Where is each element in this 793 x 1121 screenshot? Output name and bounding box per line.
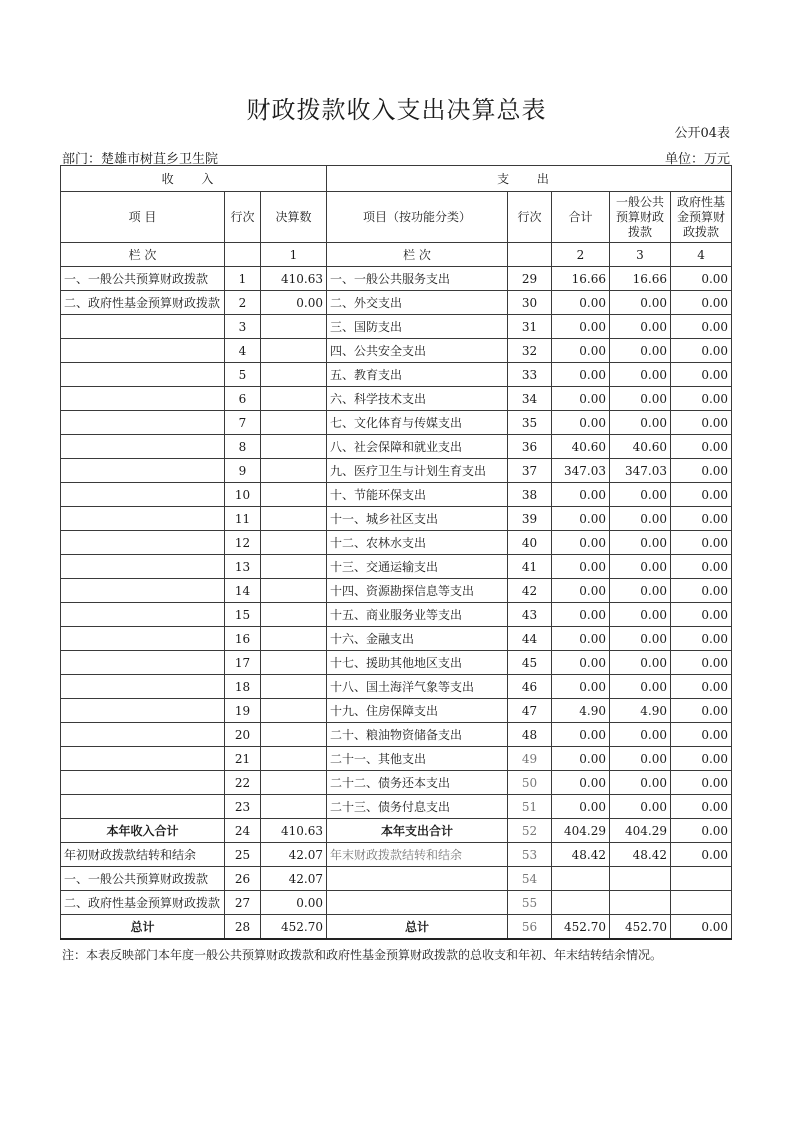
expense-item: 二十三、债务付息支出	[327, 795, 508, 819]
gov-fund-amount: 0.00	[671, 459, 732, 483]
column-number-row	[61, 243, 732, 267]
expense-total: 0.00	[552, 531, 610, 555]
income-amount: 410.63	[261, 267, 327, 291]
expense-lanci-label: 栏 次	[327, 243, 508, 267]
expense-row-no: 46	[508, 675, 552, 699]
gov-fund-amount: 0.00	[671, 699, 732, 723]
expense-row-no: 43	[508, 603, 552, 627]
income-item: 二、政府性基金预算财政拨款	[61, 891, 225, 915]
gov-fund-amount: 0.00	[671, 915, 732, 940]
income-amount	[261, 555, 327, 579]
income-item	[61, 627, 225, 651]
expense-item: 十、节能环保支出	[327, 483, 508, 507]
income-amount	[261, 411, 327, 435]
income-amount	[261, 579, 327, 603]
income-row-no: 13	[225, 555, 261, 579]
income-amount	[261, 699, 327, 723]
table-row	[61, 675, 732, 699]
expense-total: 0.00	[552, 771, 610, 795]
expense-total	[552, 891, 610, 915]
expense-total: 0.00	[552, 411, 610, 435]
income-row-no: 21	[225, 747, 261, 771]
income-item	[61, 579, 225, 603]
expense-item: 十九、住房保障支出	[327, 699, 508, 723]
income-item	[61, 795, 225, 819]
budget-table	[60, 165, 732, 940]
table-row	[61, 315, 732, 339]
general-budget-amount: 0.00	[610, 363, 671, 387]
gov-fund-amount: 0.00	[671, 291, 732, 315]
income-item	[61, 531, 225, 555]
income-row-no: 11	[225, 507, 261, 531]
income-amount	[261, 795, 327, 819]
table-row	[61, 603, 732, 627]
income-item	[61, 771, 225, 795]
expense-item: 九、医疗卫生与计划生育支出	[327, 459, 508, 483]
table-row	[61, 483, 732, 507]
income-row-no: 20	[225, 723, 261, 747]
expense-item: 十四、资源勘探信息等支出	[327, 579, 508, 603]
expense-total: 452.70	[552, 915, 610, 940]
expense-item: 五、教育支出	[327, 363, 508, 387]
gov-fund-amount: 0.00	[671, 507, 732, 531]
income-item	[61, 435, 225, 459]
table-row	[61, 291, 732, 315]
expense-row-no: 32	[508, 339, 552, 363]
expense-item: 二十一、其他支出	[327, 747, 508, 771]
table-row	[61, 579, 732, 603]
gov-fund-amount: 0.00	[671, 795, 732, 819]
col3-number: 3	[610, 243, 671, 267]
income-row-no: 7	[225, 411, 261, 435]
gov-fund-amount: 0.00	[671, 267, 732, 291]
expense-total: 0.00	[552, 795, 610, 819]
total-header: 合计	[552, 192, 610, 243]
general-budget-amount: 40.60	[610, 435, 671, 459]
expense-item: 十五、商业服务业等支出	[327, 603, 508, 627]
gov-fund-amount: 0.00	[671, 435, 732, 459]
income-amount	[261, 435, 327, 459]
final-amount-header: 决算数	[261, 192, 327, 243]
gov-fund-amount: 0.00	[671, 723, 732, 747]
expense-row-no: 39	[508, 507, 552, 531]
general-budget-amount: 0.00	[610, 771, 671, 795]
income-row-no-header: 行次	[225, 192, 261, 243]
expense-item: 六、科学技术支出	[327, 387, 508, 411]
gov-fund-amount: 0.00	[671, 843, 732, 867]
income-amount	[261, 339, 327, 363]
income-item: 一、一般公共预算财政拨款	[61, 267, 225, 291]
table-row	[61, 267, 732, 291]
gov-fund-amount: 0.00	[671, 387, 732, 411]
income-lanci-label: 栏 次	[61, 243, 225, 267]
expense-total: 347.03	[552, 459, 610, 483]
expense-total: 0.00	[552, 363, 610, 387]
table-row	[61, 459, 732, 483]
expense-item: 十一、城乡社区支出	[327, 507, 508, 531]
table-row	[61, 723, 732, 747]
income-row-no: 17	[225, 651, 261, 675]
income-item	[61, 699, 225, 723]
gov-fund-amount	[671, 891, 732, 915]
income-row-no: 15	[225, 603, 261, 627]
income-item: 本年收入合计	[61, 819, 225, 843]
gov-fund-amount	[671, 867, 732, 891]
expense-total: 0.00	[552, 339, 610, 363]
table-row	[61, 555, 732, 579]
expense-row-no: 34	[508, 387, 552, 411]
income-item: 总计	[61, 915, 225, 940]
general-budget-amount: 0.00	[610, 411, 671, 435]
department-label: 部门：楚雄市树苴乡卫生院	[62, 152, 219, 167]
table-row	[61, 507, 732, 531]
gov-fund-amount: 0.00	[671, 555, 732, 579]
carryover-row	[61, 867, 732, 891]
general-budget-amount: 0.00	[610, 651, 671, 675]
income-amount	[261, 459, 327, 483]
income-amount	[261, 483, 327, 507]
general-budget-amount: 0.00	[610, 315, 671, 339]
general-budget-amount: 0.00	[610, 387, 671, 411]
gov-fund-amount: 0.00	[671, 483, 732, 507]
expense-item: 三、国防支出	[327, 315, 508, 339]
general-budget-amount: 0.00	[610, 723, 671, 747]
carryover-row	[61, 891, 732, 915]
income-item	[61, 603, 225, 627]
expense-section-header: 支 出	[327, 166, 732, 192]
income-row-no: 4	[225, 339, 261, 363]
expense-item: 十七、援助其他地区支出	[327, 651, 508, 675]
income-item	[61, 483, 225, 507]
income-row-no: 1	[225, 267, 261, 291]
general-budget-amount: 0.00	[610, 483, 671, 507]
income-amount: 0.00	[261, 291, 327, 315]
col4-number: 4	[671, 243, 732, 267]
general-budget-amount: 0.00	[610, 507, 671, 531]
expense-item: 年末财政拨款结转和结余	[327, 843, 508, 867]
income-item	[61, 747, 225, 771]
expense-total: 0.00	[552, 651, 610, 675]
expense-total: 0.00	[552, 747, 610, 771]
expense-row-no: 54	[508, 867, 552, 891]
expense-total: 0.00	[552, 507, 610, 531]
expense-total: 0.00	[552, 387, 610, 411]
expense-item: 二十二、债务还本支出	[327, 771, 508, 795]
income-row-no: 8	[225, 435, 261, 459]
expense-row-no-header: 行次	[508, 192, 552, 243]
expense-item: 二、外交支出	[327, 291, 508, 315]
income-amount: 452.70	[261, 915, 327, 940]
general-budget-amount: 347.03	[610, 459, 671, 483]
expense-row-no: 35	[508, 411, 552, 435]
expense-total: 0.00	[552, 627, 610, 651]
expense-row-no: 51	[508, 795, 552, 819]
income-row-no: 26	[225, 867, 261, 891]
income-amount	[261, 363, 327, 387]
table-row	[61, 651, 732, 675]
income-amount	[261, 675, 327, 699]
income-item	[61, 315, 225, 339]
table-row	[61, 387, 732, 411]
income-row-no: 19	[225, 699, 261, 723]
income-item	[61, 723, 225, 747]
expense-item: 四、公共安全支出	[327, 339, 508, 363]
expense-row-no: 37	[508, 459, 552, 483]
income-amount	[261, 531, 327, 555]
expense-row-no: 41	[508, 555, 552, 579]
income-row-no: 24	[225, 819, 261, 843]
income-row-no: 27	[225, 891, 261, 915]
footnote: 注：本表反映部门本年度一般公共预算财政拨款和政府性基金预算财政拨款的总收支和年初、年末结转结余情况。	[62, 948, 663, 962]
table-row	[61, 363, 732, 387]
income-item: 二、政府性基金预算财政拨款	[61, 291, 225, 315]
income-item-header: 项 目	[61, 192, 225, 243]
income-amount	[261, 603, 327, 627]
table-row	[61, 531, 732, 555]
expense-row-no: 55	[508, 891, 552, 915]
expense-row-no: 33	[508, 363, 552, 387]
income-amount	[261, 771, 327, 795]
expense-total: 0.00	[552, 675, 610, 699]
general-budget-amount: 0.00	[610, 795, 671, 819]
income-section-header: 收 入	[61, 166, 327, 192]
expense-item: 本年支出合计	[327, 819, 508, 843]
expense-row-no: 52	[508, 819, 552, 843]
expense-row-no: 31	[508, 315, 552, 339]
income-row-no: 28	[225, 915, 261, 940]
income-amount: 42.07	[261, 867, 327, 891]
year-total-row	[61, 819, 732, 843]
expense-item: 一、一般公共服务支出	[327, 267, 508, 291]
expense-total: 0.00	[552, 291, 610, 315]
expense-row-no: 30	[508, 291, 552, 315]
expense-item: 七、文化体育与传媒支出	[327, 411, 508, 435]
income-item	[61, 555, 225, 579]
expense-total: 48.42	[552, 843, 610, 867]
expense-row-no: 56	[508, 915, 552, 940]
expense-item: 八、社会保障和就业支出	[327, 435, 508, 459]
gov-fund-amount: 0.00	[671, 819, 732, 843]
income-amount	[261, 651, 327, 675]
general-budget-amount: 0.00	[610, 339, 671, 363]
gov-fund-amount: 0.00	[671, 747, 732, 771]
income-row-no: 2	[225, 291, 261, 315]
general-budget-amount: 452.70	[610, 915, 671, 940]
income-row-no: 23	[225, 795, 261, 819]
gov-fund-amount: 0.00	[671, 579, 732, 603]
table-row	[61, 411, 732, 435]
general-budget-amount: 4.90	[610, 699, 671, 723]
expense-row-no: 47	[508, 699, 552, 723]
income-row-no: 5	[225, 363, 261, 387]
general-budget-amount: 0.00	[610, 579, 671, 603]
income-amount: 410.63	[261, 819, 327, 843]
expense-total	[552, 867, 610, 891]
page-title: 财政拨款收入支出决算总表	[246, 96, 547, 124]
income-row-no: 22	[225, 771, 261, 795]
empty-cell	[225, 243, 261, 267]
gov-fund-amount: 0.00	[671, 363, 732, 387]
column-header-row	[61, 192, 732, 243]
expense-total: 0.00	[552, 555, 610, 579]
table-row	[61, 699, 732, 723]
expense-row-no: 36	[508, 435, 552, 459]
general-budget-amount: 0.00	[610, 603, 671, 627]
income-row-no: 3	[225, 315, 261, 339]
income-amount	[261, 747, 327, 771]
expense-total: 4.90	[552, 699, 610, 723]
general-budget-amount: 0.00	[610, 555, 671, 579]
expense-row-no: 45	[508, 651, 552, 675]
general-budget-amount: 0.00	[610, 627, 671, 651]
gov-fund-amount: 0.00	[671, 339, 732, 363]
form-number: 公开04表	[674, 126, 730, 141]
gov-fund-amount: 0.00	[671, 651, 732, 675]
unit-label: 单位：万元	[664, 152, 730, 167]
grand-total-row	[61, 915, 732, 940]
expense-item: 总计	[327, 915, 508, 940]
income-item	[61, 507, 225, 531]
gov-fund-amount: 0.00	[671, 315, 732, 339]
income-amount: 0.00	[261, 891, 327, 915]
income-item	[61, 339, 225, 363]
general-budget-amount: 0.00	[610, 291, 671, 315]
general-budget-amount: 404.29	[610, 819, 671, 843]
expense-total: 0.00	[552, 603, 610, 627]
expense-row-no: 53	[508, 843, 552, 867]
gov-fund-header: 政府性基金预算财政拨款	[671, 192, 732, 243]
income-item	[61, 387, 225, 411]
income-row-no: 10	[225, 483, 261, 507]
expense-total: 0.00	[552, 315, 610, 339]
expense-total: 404.29	[552, 819, 610, 843]
section-header-row	[61, 166, 732, 192]
expense-row-no: 48	[508, 723, 552, 747]
expense-item: 十八、国土海洋气象等支出	[327, 675, 508, 699]
gov-fund-amount: 0.00	[671, 675, 732, 699]
expense-row-no: 40	[508, 531, 552, 555]
expense-row-no: 29	[508, 267, 552, 291]
income-row-no: 16	[225, 627, 261, 651]
table-row	[61, 795, 732, 819]
table-row	[61, 435, 732, 459]
expense-row-no: 38	[508, 483, 552, 507]
general-budget-amount	[610, 891, 671, 915]
expense-item-header: 项目（按功能分类）	[327, 192, 508, 243]
income-item	[61, 675, 225, 699]
expense-item: 十三、交通运输支出	[327, 555, 508, 579]
expense-total: 0.00	[552, 723, 610, 747]
income-item	[61, 651, 225, 675]
expense-item: 二十、粮油物资储备支出	[327, 723, 508, 747]
general-budget-amount: 0.00	[610, 675, 671, 699]
table-row	[61, 771, 732, 795]
gov-fund-amount: 0.00	[671, 627, 732, 651]
general-budget-header: 一般公共预算财政拨款	[610, 192, 671, 243]
expense-total: 40.60	[552, 435, 610, 459]
table-row	[61, 339, 732, 363]
gov-fund-amount: 0.00	[671, 771, 732, 795]
income-row-no: 9	[225, 459, 261, 483]
general-budget-amount: 48.42	[610, 843, 671, 867]
expense-row-no: 44	[508, 627, 552, 651]
expense-total: 16.66	[552, 267, 610, 291]
income-amount	[261, 723, 327, 747]
income-amount	[261, 387, 327, 411]
expense-item	[327, 867, 508, 891]
general-budget-amount: 0.00	[610, 747, 671, 771]
income-item	[61, 363, 225, 387]
income-row-no: 25	[225, 843, 261, 867]
expense-total: 0.00	[552, 579, 610, 603]
expense-item: 十二、农林水支出	[327, 531, 508, 555]
carryover-row	[61, 843, 732, 867]
income-item	[61, 459, 225, 483]
income-amount: 42.07	[261, 843, 327, 867]
table-row	[61, 747, 732, 771]
income-amount	[261, 507, 327, 531]
expense-row-no: 42	[508, 579, 552, 603]
expense-total: 0.00	[552, 483, 610, 507]
col1-number: 1	[261, 243, 327, 267]
income-row-no: 14	[225, 579, 261, 603]
gov-fund-amount: 0.00	[671, 603, 732, 627]
expense-item	[327, 891, 508, 915]
expense-item: 十六、金融支出	[327, 627, 508, 651]
income-item: 年初财政拨款结转和结余	[61, 843, 225, 867]
general-budget-amount: 16.66	[610, 267, 671, 291]
expense-row-no: 50	[508, 771, 552, 795]
gov-fund-amount: 0.00	[671, 531, 732, 555]
gov-fund-amount: 0.00	[671, 411, 732, 435]
general-budget-amount: 0.00	[610, 531, 671, 555]
income-row-no: 6	[225, 387, 261, 411]
income-amount	[261, 627, 327, 651]
general-budget-amount	[610, 867, 671, 891]
table-row	[61, 627, 732, 651]
income-row-no: 12	[225, 531, 261, 555]
income-row-no: 18	[225, 675, 261, 699]
income-item	[61, 411, 225, 435]
income-amount	[261, 315, 327, 339]
col2-number: 2	[552, 243, 610, 267]
empty-cell	[508, 243, 552, 267]
expense-row-no: 49	[508, 747, 552, 771]
income-item: 一、一般公共预算财政拨款	[61, 867, 225, 891]
